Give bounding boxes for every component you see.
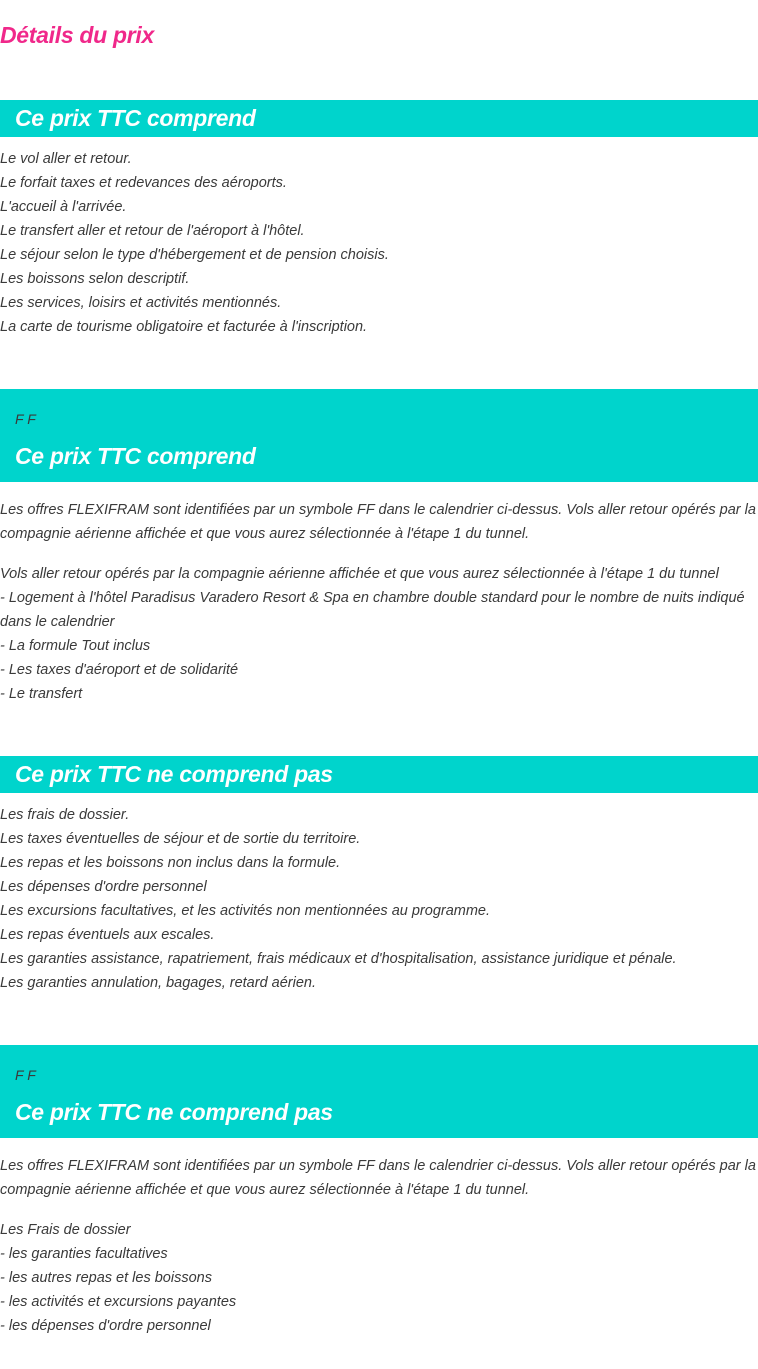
included-list bbox=[0, 147, 758, 339]
list-item: - les garanties facultatives bbox=[0, 1246, 168, 1262]
flexifram-not-included-list bbox=[0, 1218, 758, 1338]
list-item: Le transfert aller et retour de l'aéroport à l'hôtel. bbox=[0, 223, 305, 239]
list-item: La carte de tourisme obligatoire et facturée à l'inscription. bbox=[0, 319, 368, 335]
not-included-list bbox=[0, 803, 758, 995]
list-item: - les dépenses d'ordre personnel bbox=[0, 1318, 211, 1334]
list-item: - Logement à l'hôtel Paradisus Varadero Resort & Spa en chambre double standard pour le nombre de nuits indiqué dans le calendrier bbox=[0, 590, 745, 630]
ff-badge: F F bbox=[15, 411, 36, 427]
section-title: Ce prix TTC ne comprend pas bbox=[15, 761, 333, 787]
list-item: Les garanties annulation, bagages, retard aérien. bbox=[0, 975, 316, 991]
list-item: Les services, loisirs et activités mentionnés. bbox=[0, 295, 282, 311]
list-item: L'accueil à l'arrivée. bbox=[0, 199, 127, 215]
page-title: Détails du prix bbox=[0, 22, 154, 48]
list-item: Les frais de dossier. bbox=[0, 807, 130, 823]
list-item: Le séjour selon le type d'hébergement et de pension choisis. bbox=[0, 247, 389, 263]
list-item: Les repas et les boissons non inclus dans la formule. bbox=[0, 855, 341, 871]
list-item: Les Frais de dossier bbox=[0, 1222, 131, 1238]
section-title: Ce prix TTC comprend bbox=[15, 105, 256, 131]
list-item: - La formule Tout inclus bbox=[0, 638, 151, 654]
section-header-included bbox=[0, 100, 758, 137]
flexifram-intro: Les offres FLEXIFRAM sont identifiées par un symbole FF dans le calendrier ci-dessus. Vols aller retour opérés par la compagnie aérienne affichée et que vous aurez sélectionnée à l'étape 1 du tunnel. bbox=[0, 1158, 756, 1198]
section-header-flexifram-not-included bbox=[0, 1045, 758, 1138]
list-item: Les boissons selon descriptif. bbox=[0, 271, 190, 287]
section-title: Ce prix TTC comprend bbox=[15, 443, 256, 469]
list-item: - les activités et excursions payantes bbox=[0, 1294, 237, 1310]
list-item: - Le transfert bbox=[0, 686, 83, 702]
section-header-not-included bbox=[0, 756, 758, 793]
list-item: Les garanties assistance, rapatriement, frais médicaux et d'hospitalisation, assistance juridique et pénale. bbox=[0, 951, 677, 967]
list-item: Les taxes éventuelles de séjour et de sortie du territoire. bbox=[0, 831, 361, 847]
section-title: Ce prix TTC ne comprend pas bbox=[15, 1099, 333, 1125]
section-header-flexifram-included bbox=[0, 389, 758, 482]
list-item: - Les taxes d'aéroport et de solidarité bbox=[0, 662, 239, 678]
list-item: Les repas éventuels aux escales. bbox=[0, 927, 215, 943]
list-item: Vols aller retour opérés par la compagnie aérienne affichée et que vous aurez sélectionnée à l'étape 1 du tunnel bbox=[0, 566, 719, 582]
ff-badge: F F bbox=[15, 1067, 36, 1083]
list-item: Le forfait taxes et redevances des aéroports. bbox=[0, 175, 287, 191]
list-item: - les autres repas et les boissons bbox=[0, 1270, 212, 1286]
list-item: Les dépenses d'ordre personnel bbox=[0, 879, 207, 895]
list-item: Le vol aller et retour. bbox=[0, 151, 132, 167]
list-item: Les excursions facultatives, et les activités non mentionnées au programme. bbox=[0, 903, 491, 919]
flexifram-intro: Les offres FLEXIFRAM sont identifiées par un symbole FF dans le calendrier ci-dessus. Vols aller retour opérés par la compagnie aérienne affichée et que vous aurez sélectionnée à l'étape 1 du tunnel. bbox=[0, 502, 756, 542]
flexifram-included-list bbox=[0, 562, 758, 706]
